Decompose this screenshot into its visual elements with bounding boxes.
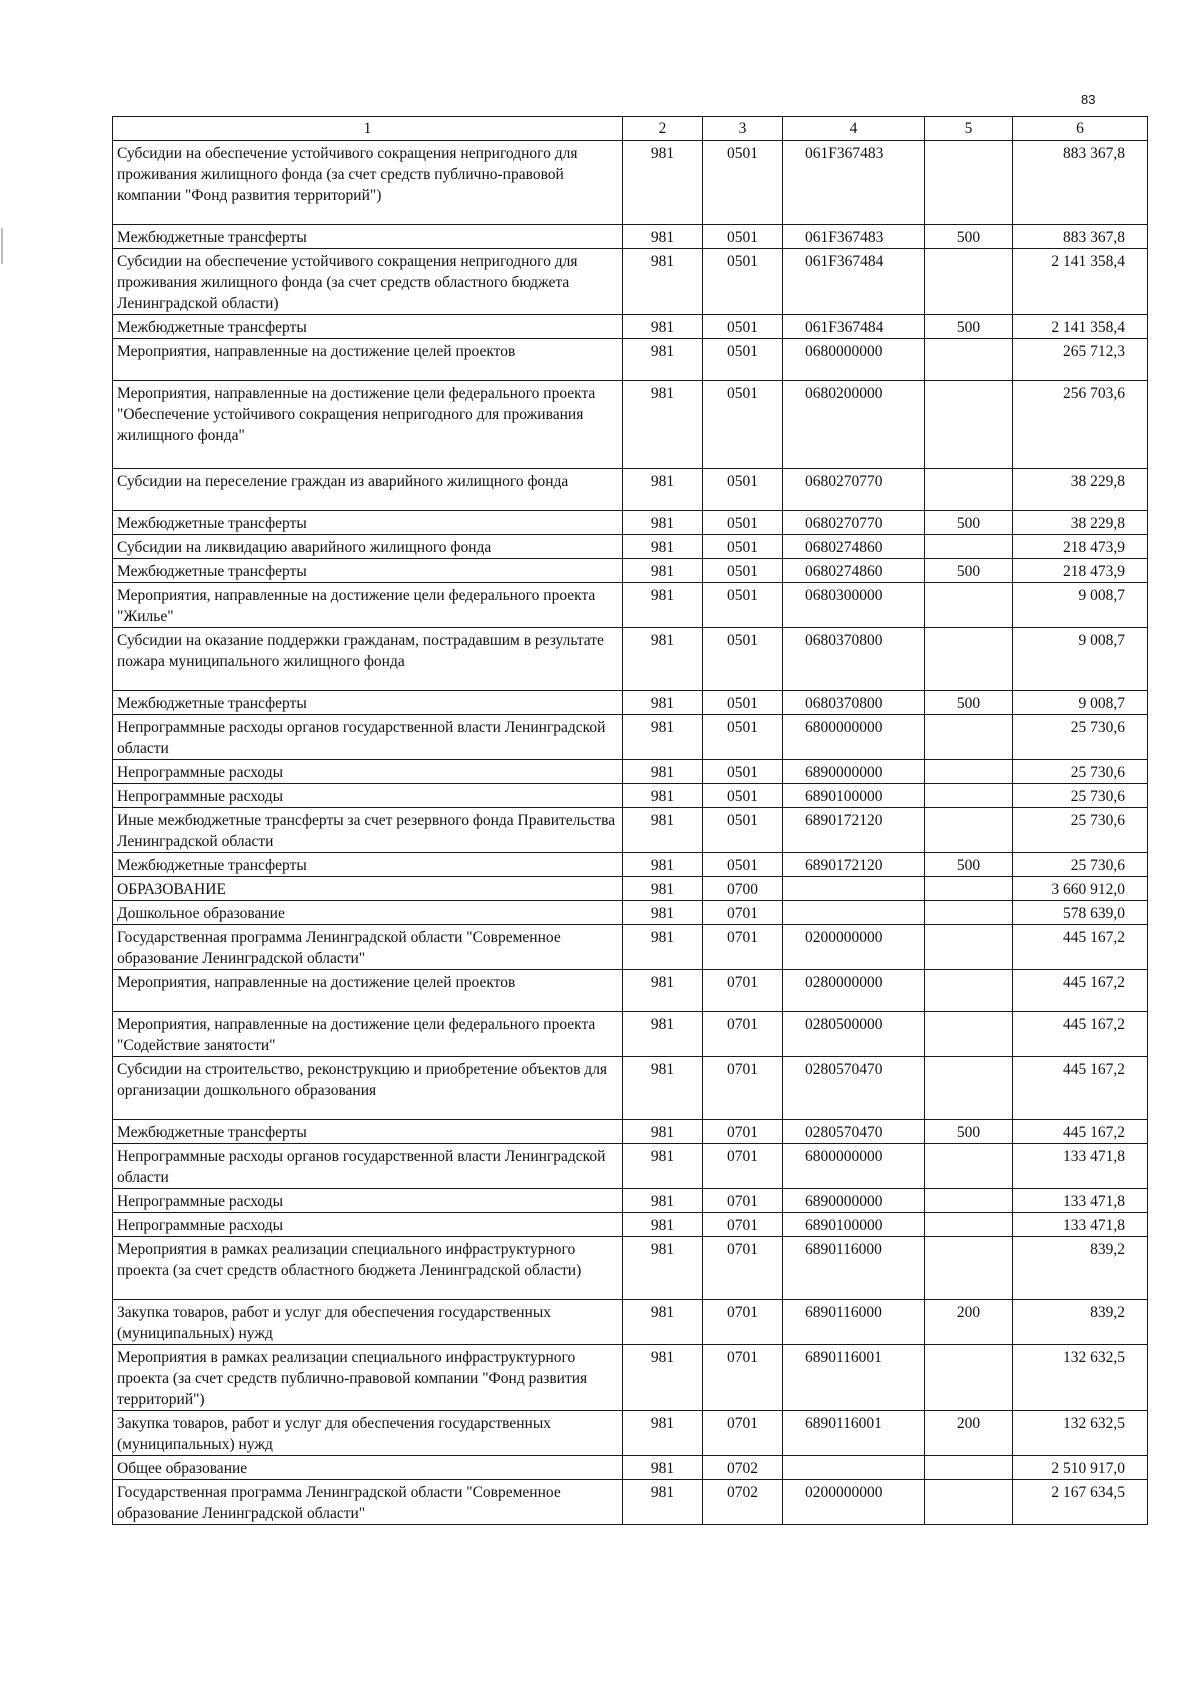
row-col5-cell: 500 <box>925 511 1013 535</box>
table-row <box>113 249 1148 315</box>
row-col4-cell: 0680370800 <box>783 628 925 691</box>
row-col5-cell <box>925 1144 1013 1189</box>
row-col5-cell <box>925 901 1013 925</box>
row-col2-cell: 981 <box>623 760 703 784</box>
row-name-cell: Непрограммные расходы органов государственной власти Ленинградской области <box>113 1144 623 1189</box>
row-name-cell: Иные межбюджетные трансферты за счет резервного фонда Правительства Ленинградской области <box>113 808 623 853</box>
row-col2-cell: 981 <box>623 715 703 760</box>
row-col3-cell: 0501 <box>703 141 783 225</box>
row-col4-cell: 6890100000 <box>783 784 925 808</box>
row-col3-cell: 0501 <box>703 784 783 808</box>
row-name-cell: Субсидии на обеспечение устойчивого сокращения непригодного для проживания жилищного фонда (за счет средств областного бюджета Ленинградской области) <box>113 249 623 315</box>
table-row <box>113 1189 1148 1213</box>
column-header-1: 1 <box>113 117 623 141</box>
row-col5-cell: 500 <box>925 1120 1013 1144</box>
row-col5-cell <box>925 628 1013 691</box>
row-name-cell: Дошкольное образование <box>113 901 623 925</box>
row-col5-cell: 500 <box>925 225 1013 249</box>
row-name-cell: Межбюджетные трансферты <box>113 1120 623 1144</box>
row-col4-cell: 6890116000 <box>783 1237 925 1300</box>
row-amount-cell: 218 473,9 <box>1013 559 1148 583</box>
row-name-cell: Мероприятия, направленные на достижение целей проектов <box>113 970 623 1012</box>
row-amount-cell: 2 510 917,0 <box>1013 1456 1148 1480</box>
column-header-5: 5 <box>925 117 1013 141</box>
table-row <box>113 901 1148 925</box>
row-col2-cell: 981 <box>623 628 703 691</box>
table-row <box>113 1144 1148 1189</box>
table-row <box>113 808 1148 853</box>
row-col3-cell: 0501 <box>703 853 783 877</box>
row-amount-cell: 25 730,6 <box>1013 715 1148 760</box>
row-col4-cell: 6890000000 <box>783 1189 925 1213</box>
row-col3-cell: 0501 <box>703 381 783 469</box>
row-col4-cell: 6890100000 <box>783 1213 925 1237</box>
row-col2-cell: 981 <box>623 1237 703 1300</box>
row-col4-cell: 6800000000 <box>783 715 925 760</box>
row-col2-cell: 981 <box>623 691 703 715</box>
row-col3-cell: 0701 <box>703 1411 783 1456</box>
row-name-cell: Межбюджетные трансферты <box>113 225 623 249</box>
row-name-cell: Субсидии на обеспечение устойчивого сокращения непригодного для проживания жилищного фонда (за счет средств публично-правовой компании "Фонд развития территорий") <box>113 141 623 225</box>
row-name-cell: Межбюджетные трансферты <box>113 691 623 715</box>
row-col2-cell: 981 <box>623 901 703 925</box>
row-amount-cell: 38 229,8 <box>1013 511 1148 535</box>
row-col3-cell: 0501 <box>703 583 783 628</box>
row-col3-cell: 0702 <box>703 1456 783 1480</box>
row-col2-cell: 981 <box>623 1480 703 1525</box>
row-col4-cell: 061F367483 <box>783 225 925 249</box>
row-col2-cell: 981 <box>623 1411 703 1456</box>
row-name-cell: Межбюджетные трансферты <box>113 315 623 339</box>
table-row <box>113 628 1148 691</box>
row-col4-cell: 6890116001 <box>783 1345 925 1411</box>
row-col3-cell: 0702 <box>703 1480 783 1525</box>
row-col2-cell: 981 <box>623 559 703 583</box>
row-col3-cell: 0501 <box>703 760 783 784</box>
row-name-cell: Закупка товаров, работ и услуг для обеспечения государственных (муниципальных) нужд <box>113 1411 623 1456</box>
row-amount-cell: 578 639,0 <box>1013 901 1148 925</box>
row-col5-cell <box>925 1237 1013 1300</box>
row-col4-cell: 0280570470 <box>783 1120 925 1144</box>
row-col5-cell <box>925 1345 1013 1411</box>
row-col5-cell: 500 <box>925 691 1013 715</box>
row-col2-cell: 981 <box>623 249 703 315</box>
row-name-cell: Мероприятия в рамках реализации специального инфраструктурного проекта (за счет средств областного бюджета Ленинградской области) <box>113 1237 623 1300</box>
row-col5-cell <box>925 1012 1013 1057</box>
row-col5-cell: 200 <box>925 1300 1013 1345</box>
row-amount-cell: 25 730,6 <box>1013 808 1148 853</box>
table-row <box>113 715 1148 760</box>
row-amount-cell: 883 367,8 <box>1013 225 1148 249</box>
row-col4-cell <box>783 901 925 925</box>
row-col2-cell: 981 <box>623 1213 703 1237</box>
row-amount-cell: 445 167,2 <box>1013 970 1148 1012</box>
table-row <box>113 1213 1148 1237</box>
row-name-cell: Межбюджетные трансферты <box>113 511 623 535</box>
row-name-cell: Мероприятия, направленные на достижение цели федерального проекта "Содействие занятости" <box>113 1012 623 1057</box>
row-col4-cell: 0280570470 <box>783 1057 925 1120</box>
row-col3-cell: 0701 <box>703 1144 783 1189</box>
budget-table <box>112 116 1148 1525</box>
row-name-cell: Субсидии на оказание поддержки гражданам, пострадавшим в результате пожара муниципального жилищного фонда <box>113 628 623 691</box>
row-col4-cell: 0680270770 <box>783 511 925 535</box>
table-row <box>113 381 1148 469</box>
row-col5-cell <box>925 469 1013 511</box>
row-col5-cell <box>925 339 1013 381</box>
row-amount-cell: 839,2 <box>1013 1237 1148 1300</box>
row-col4-cell <box>783 877 925 901</box>
row-amount-cell: 25 730,6 <box>1013 853 1148 877</box>
row-col5-cell <box>925 1456 1013 1480</box>
row-col2-cell: 981 <box>623 511 703 535</box>
table-row <box>113 1411 1148 1456</box>
row-name-cell: Межбюджетные трансферты <box>113 853 623 877</box>
row-name-cell: Непрограммные расходы <box>113 760 623 784</box>
row-col4-cell: 0680274860 <box>783 559 925 583</box>
row-col3-cell: 0701 <box>703 1237 783 1300</box>
row-col3-cell: 0701 <box>703 925 783 970</box>
row-col4-cell: 6890000000 <box>783 760 925 784</box>
row-name-cell: Закупка товаров, работ и услуг для обеспечения государственных (муниципальных) нужд <box>113 1300 623 1345</box>
row-name-cell: Межбюджетные трансферты <box>113 559 623 583</box>
row-amount-cell: 133 471,8 <box>1013 1144 1148 1189</box>
row-col3-cell: 0701 <box>703 1213 783 1237</box>
row-col3-cell: 0501 <box>703 315 783 339</box>
row-col3-cell: 0701 <box>703 1057 783 1120</box>
row-col5-cell <box>925 535 1013 559</box>
row-amount-cell: 445 167,2 <box>1013 925 1148 970</box>
row-col5-cell <box>925 784 1013 808</box>
table-row <box>113 784 1148 808</box>
row-amount-cell: 445 167,2 <box>1013 1120 1148 1144</box>
table-row <box>113 583 1148 628</box>
row-col4-cell: 0680370800 <box>783 691 925 715</box>
row-col5-cell <box>925 583 1013 628</box>
row-amount-cell: 256 703,6 <box>1013 381 1148 469</box>
table-row <box>113 141 1148 225</box>
table-row <box>113 925 1148 970</box>
table-row <box>113 1057 1148 1120</box>
row-amount-cell: 2 141 358,4 <box>1013 315 1148 339</box>
row-col5-cell <box>925 1213 1013 1237</box>
row-amount-cell: 132 632,5 <box>1013 1411 1148 1456</box>
row-col5-cell: 500 <box>925 853 1013 877</box>
row-col2-cell: 981 <box>623 808 703 853</box>
page-number: 83 <box>1081 92 1096 107</box>
row-col3-cell: 0701 <box>703 970 783 1012</box>
table-row <box>113 760 1148 784</box>
row-name-cell: Непрограммные расходы <box>113 1213 623 1237</box>
table-row <box>113 691 1148 715</box>
row-name-cell: Мероприятия, направленные на достижение цели федерального проекта "Жилье" <box>113 583 623 628</box>
row-name-cell: ОБРАЗОВАНИЕ <box>113 877 623 901</box>
row-col5-cell: 500 <box>925 559 1013 583</box>
row-amount-cell: 9 008,7 <box>1013 691 1148 715</box>
row-col4-cell <box>783 1456 925 1480</box>
row-col2-cell: 981 <box>623 1300 703 1345</box>
row-col4-cell: 0680000000 <box>783 339 925 381</box>
row-col2-cell: 981 <box>623 381 703 469</box>
table-row <box>113 877 1148 901</box>
table-row <box>113 853 1148 877</box>
row-col3-cell: 0501 <box>703 808 783 853</box>
row-amount-cell: 218 473,9 <box>1013 535 1148 559</box>
table-row <box>113 1345 1148 1411</box>
row-col2-cell: 981 <box>623 1345 703 1411</box>
row-name-cell: Мероприятия, направленные на достижение целей проектов <box>113 339 623 381</box>
row-amount-cell: 265 712,3 <box>1013 339 1148 381</box>
row-col2-cell: 981 <box>623 225 703 249</box>
row-col2-cell: 981 <box>623 1120 703 1144</box>
row-amount-cell: 445 167,2 <box>1013 1012 1148 1057</box>
row-col5-cell <box>925 249 1013 315</box>
row-name-cell: Непрограммные расходы <box>113 1189 623 1213</box>
table-row <box>113 535 1148 559</box>
row-col4-cell: 0680200000 <box>783 381 925 469</box>
row-col5-cell <box>925 1189 1013 1213</box>
table-row <box>113 1480 1148 1525</box>
table-row <box>113 339 1148 381</box>
row-col3-cell: 0501 <box>703 225 783 249</box>
row-col4-cell: 0200000000 <box>783 925 925 970</box>
row-col3-cell: 0501 <box>703 628 783 691</box>
table-row <box>113 970 1148 1012</box>
row-col5-cell: 500 <box>925 315 1013 339</box>
row-col5-cell <box>925 925 1013 970</box>
row-amount-cell: 9 008,7 <box>1013 583 1148 628</box>
row-amount-cell: 25 730,6 <box>1013 760 1148 784</box>
row-col4-cell: 061F367484 <box>783 249 925 315</box>
row-col2-cell: 981 <box>623 1012 703 1057</box>
row-amount-cell: 3 660 912,0 <box>1013 877 1148 901</box>
row-name-cell: Субсидии на переселение граждан из аварийного жилищного фонда <box>113 469 623 511</box>
row-col3-cell: 0701 <box>703 1189 783 1213</box>
row-col4-cell: 0680270770 <box>783 469 925 511</box>
row-col4-cell: 6890116000 <box>783 1300 925 1345</box>
row-col4-cell: 6800000000 <box>783 1144 925 1189</box>
row-col5-cell <box>925 1057 1013 1120</box>
row-col2-cell: 981 <box>623 1189 703 1213</box>
row-col4-cell: 0680300000 <box>783 583 925 628</box>
column-header-4: 4 <box>783 117 925 141</box>
row-col5-cell <box>925 381 1013 469</box>
row-col3-cell: 0501 <box>703 691 783 715</box>
row-col2-cell: 981 <box>623 315 703 339</box>
table-row <box>113 1237 1148 1300</box>
row-col2-cell: 981 <box>623 1144 703 1189</box>
row-name-cell: Непрограммные расходы <box>113 784 623 808</box>
column-header-6: 6 <box>1013 117 1148 141</box>
row-col2-cell: 981 <box>623 877 703 901</box>
row-col2-cell: 981 <box>623 339 703 381</box>
table-row <box>113 1456 1148 1480</box>
row-col4-cell: 0280000000 <box>783 970 925 1012</box>
row-col4-cell: 061F367484 <box>783 315 925 339</box>
row-col4-cell: 0680274860 <box>783 535 925 559</box>
table-row <box>113 225 1148 249</box>
header-row <box>113 117 1148 141</box>
scan-mark <box>1 228 3 264</box>
row-col2-cell: 981 <box>623 1456 703 1480</box>
row-amount-cell: 9 008,7 <box>1013 628 1148 691</box>
table-row <box>113 469 1148 511</box>
row-col3-cell: 0501 <box>703 715 783 760</box>
table-row <box>113 1300 1148 1345</box>
row-col3-cell: 0501 <box>703 339 783 381</box>
table-row <box>113 1120 1148 1144</box>
row-col2-cell: 981 <box>623 784 703 808</box>
table-row <box>113 1012 1148 1057</box>
row-col3-cell: 0701 <box>703 1345 783 1411</box>
row-col4-cell: 0280500000 <box>783 1012 925 1057</box>
row-col2-cell: 981 <box>623 141 703 225</box>
row-amount-cell: 883 367,8 <box>1013 141 1148 225</box>
row-name-cell: Мероприятия в рамках реализации специального инфраструктурного проекта (за счет средств публично-правовой компании "Фонд развития территорий") <box>113 1345 623 1411</box>
row-col2-cell: 981 <box>623 925 703 970</box>
row-col3-cell: 0501 <box>703 535 783 559</box>
row-col2-cell: 981 <box>623 970 703 1012</box>
row-amount-cell: 133 471,8 <box>1013 1189 1148 1213</box>
table-row <box>113 511 1148 535</box>
row-amount-cell: 25 730,6 <box>1013 784 1148 808</box>
row-col4-cell: 6890116001 <box>783 1411 925 1456</box>
row-col5-cell <box>925 970 1013 1012</box>
row-col5-cell <box>925 760 1013 784</box>
row-col3-cell: 0501 <box>703 511 783 535</box>
row-col3-cell: 0701 <box>703 1300 783 1345</box>
row-amount-cell: 2 167 634,5 <box>1013 1480 1148 1525</box>
row-name-cell: Субсидии на строительство, реконструкцию и приобретение объектов для организации дошкольного образования <box>113 1057 623 1120</box>
row-name-cell: Субсидии на ликвидацию аварийного жилищного фонда <box>113 535 623 559</box>
row-col2-cell: 981 <box>623 583 703 628</box>
column-header-2: 2 <box>623 117 703 141</box>
row-col4-cell: 061F367483 <box>783 141 925 225</box>
row-col3-cell: 0701 <box>703 1012 783 1057</box>
row-col3-cell: 0701 <box>703 901 783 925</box>
row-col3-cell: 0701 <box>703 1120 783 1144</box>
row-col2-cell: 981 <box>623 469 703 511</box>
row-col4-cell: 0200000000 <box>783 1480 925 1525</box>
row-name-cell: Мероприятия, направленные на достижение цели федерального проекта "Обеспечение устойчивого сокращения непригодного для проживания жилищного фонда" <box>113 381 623 469</box>
table-row <box>113 315 1148 339</box>
row-col3-cell: 0700 <box>703 877 783 901</box>
row-col4-cell: 6890172120 <box>783 808 925 853</box>
row-amount-cell: 839,2 <box>1013 1300 1148 1345</box>
row-col5-cell <box>925 877 1013 901</box>
row-col3-cell: 0501 <box>703 249 783 315</box>
row-col5-cell <box>925 808 1013 853</box>
row-col5-cell <box>925 1480 1013 1525</box>
row-col2-cell: 981 <box>623 853 703 877</box>
column-header-3: 3 <box>703 117 783 141</box>
row-name-cell: Государственная программа Ленинградской области "Современное образование Ленинградской области" <box>113 1480 623 1525</box>
row-col5-cell <box>925 141 1013 225</box>
row-amount-cell: 445 167,2 <box>1013 1057 1148 1120</box>
row-name-cell: Общее образование <box>113 1456 623 1480</box>
row-col2-cell: 981 <box>623 1057 703 1120</box>
row-col2-cell: 981 <box>623 535 703 559</box>
row-amount-cell: 38 229,8 <box>1013 469 1148 511</box>
row-amount-cell: 2 141 358,4 <box>1013 249 1148 315</box>
row-amount-cell: 133 471,8 <box>1013 1213 1148 1237</box>
row-col3-cell: 0501 <box>703 469 783 511</box>
row-col5-cell: 200 <box>925 1411 1013 1456</box>
row-name-cell: Непрограммные расходы органов государственной власти Ленинградской области <box>113 715 623 760</box>
row-col5-cell <box>925 715 1013 760</box>
table-row <box>113 559 1148 583</box>
row-col4-cell: 6890172120 <box>783 853 925 877</box>
row-amount-cell: 132 632,5 <box>1013 1345 1148 1411</box>
row-name-cell: Государственная программа Ленинградской области "Современное образование Ленинградской области" <box>113 925 623 970</box>
row-col3-cell: 0501 <box>703 559 783 583</box>
